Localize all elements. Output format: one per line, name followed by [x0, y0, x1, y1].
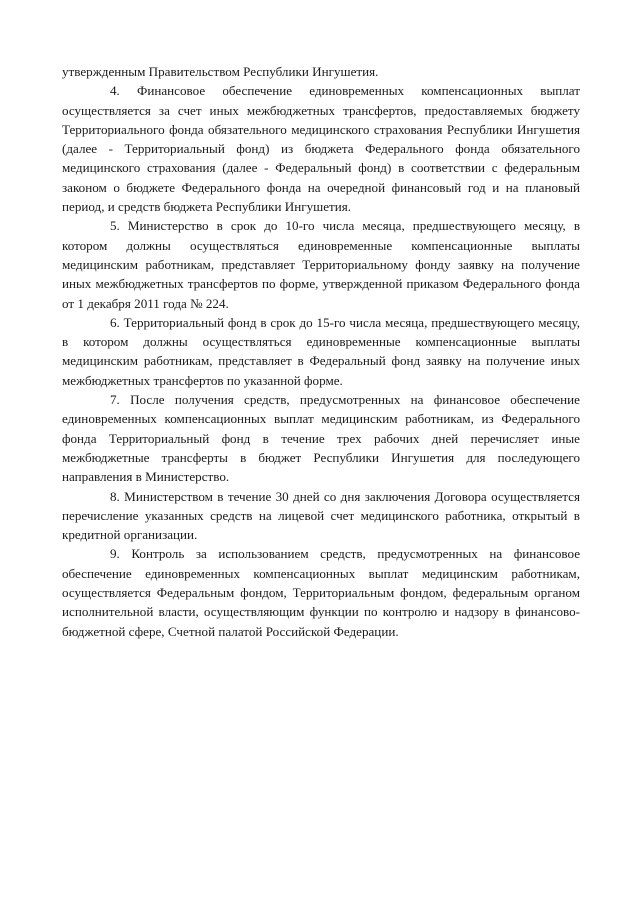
paragraph-item-5: 5. Министерство в срок до 10-го числа месяца, предшествующего месяцу, в котором должны осуществляться единовременные компенсационные выплаты медицинским работникам, представляет Территориальному фонду заявку на получение иных межбюджетных трансфертов по форме, утвержденной приказом Федерального фонда от 1 декабря 2011 года № 224.	[62, 218, 580, 311]
paragraph-continuation: утвержденным Правительством Республики Ингушетия.	[62, 64, 379, 79]
paragraph-item-8: 8. Министерством в течение 30 дней со дня заключения Договора осуществляется перечисление указанных средств на лицевой счет медицинского работника, открытый в кредитной организации.	[62, 488, 580, 543]
paragraph-item-9: 9. Контроль за использованием средств, предусмотренных на финансовое обеспечение единовременных компенсационных выплат медицинским работникам, осуществляется Федеральным фондом, Территориальным фондом, федеральным органом исполнительной власти, осуществляющим функции по контролю и надзору в финансово-бюджетной сфере, Счетной палатой Российской Федерации.	[62, 546, 580, 639]
document-page	[62, 62, 580, 641]
paragraph-item-6: 6. Территориальный фонд в срок до 15-го числа месяца, предшествующего месяцу, в котором должны осуществляться единовременные компенсационные выплаты медицинским работникам, представляет в Федеральный фонд заявку на получение иных межбюджетных трансфертов по указанной форме.	[62, 314, 580, 388]
paragraph-item-4: 4. Финансовое обеспечение единовременных компенсационных выплат осуществляется за счет иных межбюджетных трансфертов, предоставляемых бюджету Территориального фонда обязательного медицинского страхования Республики Ингушетия (далее - Территориальный фонд) из бюджета Федерального фонда обязательного медицинского страхования (далее - Федеральный фонд) в соответствии с федеральным законом о бюджете Федерального фонда на очередной финансовый год и на плановый период, и средств бюджета Республики Ингушетия.	[62, 83, 580, 215]
paragraph-item-7: 7. После получения средств, предусмотренных на финансовое обеспечение единовременных компенсационных выплат медицинским работникам, из Федерального фонда Территориальный фонд в течение трех рабочих дней перечисляет иные межбюджетные трансферты в бюджет Республики Ингушетия для последующего направления в Министерство.	[62, 392, 580, 485]
